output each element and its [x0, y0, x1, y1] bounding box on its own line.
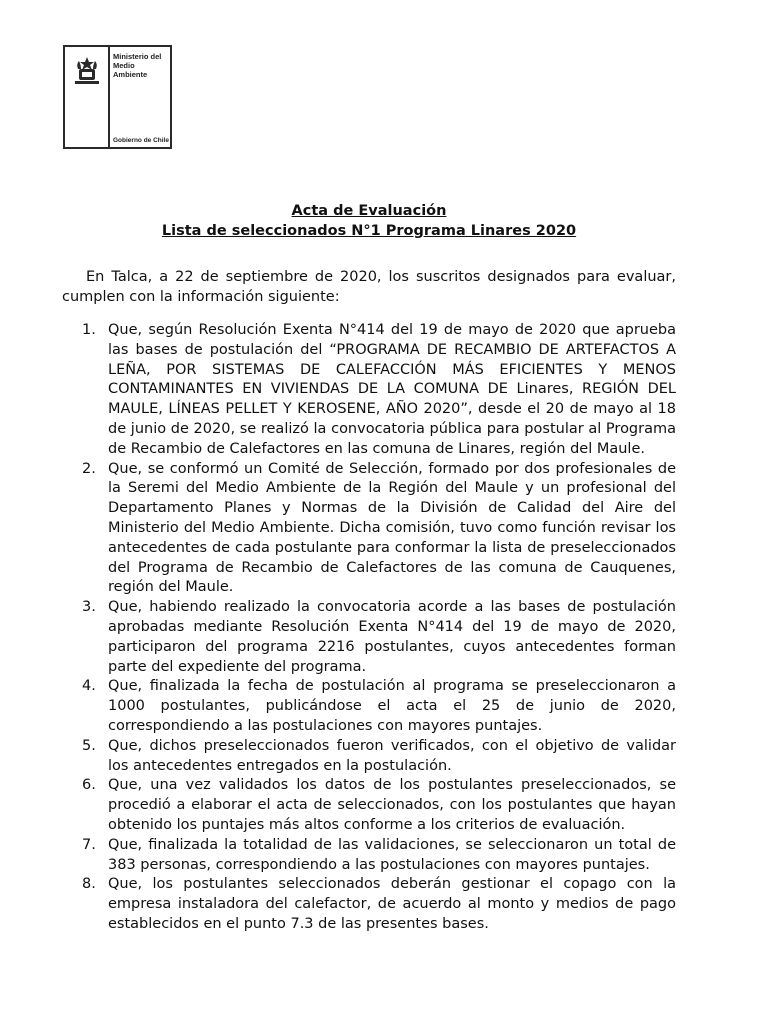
list-item-number: 8.: [82, 876, 96, 893]
list-item-number: 5.: [82, 737, 96, 754]
document-heading: [0, 201, 738, 241]
list-item: [62, 875, 676, 934]
list-item: [62, 737, 676, 777]
logo-divider: [108, 47, 110, 147]
intro-paragraph: En Talca, a 22 de septiembre de 2020, los suscritos designados para evaluar, cumplen con la información siguiente:: [62, 269, 676, 305]
ministry-logo: [63, 45, 172, 149]
list-item-number: 6.: [82, 777, 96, 794]
ministry-line-1: Ministerio del: [113, 52, 162, 61]
list-item-number: 1.: [82, 322, 96, 338]
government-label: Gobierno de Chile: [113, 137, 169, 144]
list-item-number: 2.: [82, 460, 96, 477]
list-item-text: Que, los postulantes seleccionados deberán gestionar el copago con la empresa instaladora del calefactor, de acuerdo al monto y medios de pago establecidos en el punto 7.3 de las presentes bases.: [108, 876, 676, 932]
list-item-text: Que, finalizada la fecha de postulación al programa se preseleccionaron a 1000 postulantes, publicándose el acta el 25 de junio de 2020, correspondiendo a las postulaciones con mayores puntajes.: [108, 678, 676, 734]
list-item-text: Que, una vez validados los datos de los postulantes preseleccionados, se procedió a elaborar el acta de seleccionados, con los postulantes que hayan obtenido los puntajes más altos conforme a los criterios de evaluación.: [108, 777, 676, 833]
list-item-text: Que, dichos preseleccionados fueron verificados, con el objetivo de validar los antecedentes entregados en la postulación.: [108, 737, 676, 774]
list-item-number: 4.: [82, 678, 96, 695]
document-title: Acta de Evaluación: [291, 203, 447, 219]
list-item-number: 3.: [82, 599, 96, 616]
list-item-number: 7.: [82, 836, 96, 853]
list-item-text: Que, se conformó un Comité de Selección, formado por dos profesionales de la Seremi del Medio Ambiente de la Región del Maule y un profesional del Departamento Planes y Normas de la División de Calidad del Aire del Ministerio del Medio Ambiente. Dicha comisión, tuvo como función revisar los antecedentes de cada postulante para conformar la lista de preseleccionados del Programa de Recambio de Calefactores de las comuna de Cauquenes, región del Maule.: [108, 460, 676, 596]
list-item: [62, 776, 676, 835]
list-item: [62, 677, 676, 736]
list-item-text: Que, finalizada la totalidad de las validaciones, se seleccionaron un total de 383 personas, correspondiendo a las postulaciones con mayores puntajes.: [108, 836, 676, 873]
ministry-name: [113, 52, 161, 79]
list-item: [62, 460, 676, 599]
list-item-text: Que, según Resolución Exenta N°414 del 19 de mayo de 2020 que aprueba las bases de postulación del “PROGRAMA DE RECAMBIO DE ARTEFACTOS A LEÑA, POR SISTEMAS DE CALEFACCIÓN MÁS EFICIENTES Y MENOS CONTAMINANTES EN VIVIENDAS DE LA COMUNA DE Linares, REGIÓN DEL MAULE, LÍNEAS PELLET Y KEROSENE, AÑO 2020”, desde el 20 de mayo al 18 de junio de 2020, se realizó la convocatoria pública para postular al Programa de Recambio de Calefactores en las comuna de Linares, región del Maule.: [108, 322, 676, 457]
list-item-text: Que, habiendo realizado la convocatoria acorde a las bases de postulación aprobadas mediante Resolución Exenta N°414 del 19 de mayo de 2020, participaron del programa 2216 postulantes, cuyos antecedentes forman parte del expediente del programa.: [108, 599, 676, 675]
ministry-line-3: Ambiente: [113, 70, 148, 79]
list-item: [62, 321, 676, 460]
document-subtitle: Lista de seleccionados N°1 Programa Linares 2020: [161, 223, 577, 239]
list-item: [62, 836, 676, 876]
list-item: [62, 598, 676, 677]
numbered-list: [62, 321, 676, 935]
coat-of-arms-icon: [69, 55, 105, 87]
ministry-line-2: Medio: [113, 61, 135, 70]
